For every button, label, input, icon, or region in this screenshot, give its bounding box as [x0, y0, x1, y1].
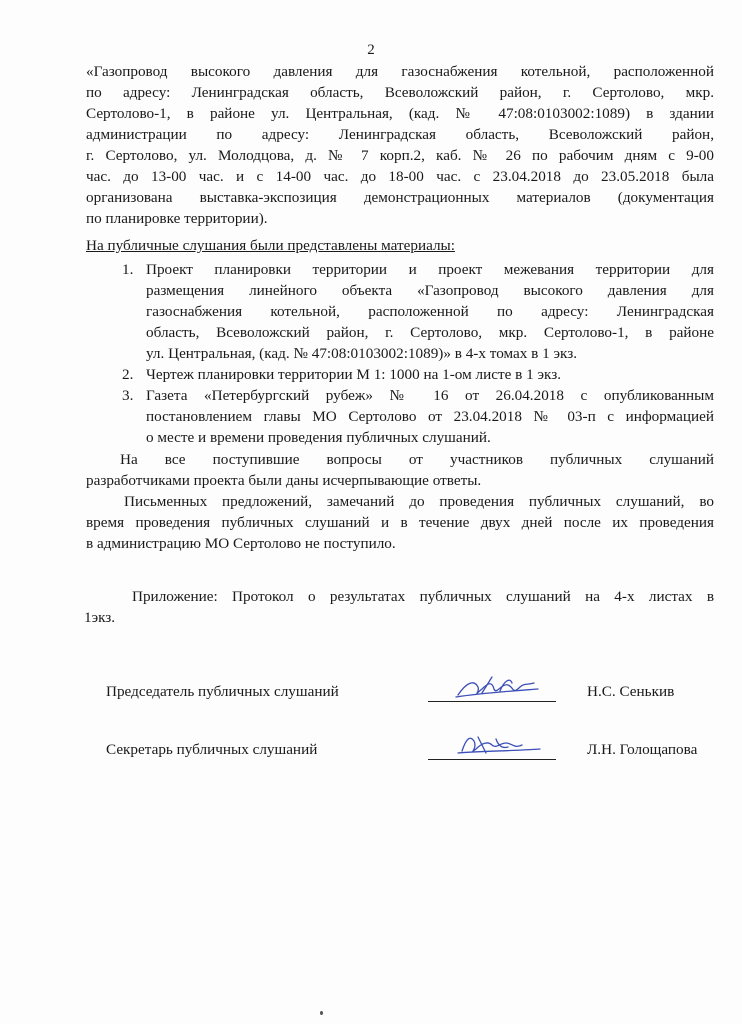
- signatory-name: Л.Н. Голощапова: [587, 741, 698, 758]
- list-item-line: Чертеж планировки территории М 1: 1000 на 1-ом листе в 1 экз.: [146, 366, 561, 383]
- proposals-line: в администрацию МО Сертолово не поступило.: [86, 535, 396, 552]
- materials-heading: На публичные слушания были представлены материалы:: [86, 237, 455, 254]
- page-number: 2: [367, 42, 375, 58]
- proposals-paragraph: [86, 491, 714, 554]
- answers-line: На все поступившие вопросы от участников публичных слушаний: [120, 451, 714, 468]
- signature-role: Секретарь публичных слушаний: [106, 741, 318, 758]
- attachment-line: Приложение: Протокол о результатах публичных слушаний на 4-х листах в: [132, 588, 714, 605]
- signature-role: Председатель публичных слушаний: [106, 683, 339, 700]
- attachment-line: 1экз.: [84, 609, 116, 626]
- intro-line: г. Сертолово, ул. Молодцова, д. № 7 корп.2, каб. № 26 по рабочим дням с 9-00: [86, 147, 714, 164]
- list-item-line: размещения линейного объекта «Газопровод высокого давления для: [146, 282, 714, 299]
- answers-line: разработчиками проекта были даны исчерпывающие ответы.: [86, 472, 482, 489]
- attachment-paragraph: [86, 586, 714, 628]
- list-item-line: газоснабжения котельной, расположенной по адресу: Ленинградская: [146, 303, 714, 320]
- handwritten-signature-icon: [452, 731, 542, 761]
- list-item-line: область, Всеволожский район, г. Сертолово, мкр. Сертолово-1, в районе: [146, 324, 714, 341]
- list-item-line: постановлением главы МО Сертолово от 23.04.2018 № 03-п с информацией: [146, 408, 714, 425]
- handwritten-signature-icon: [452, 673, 542, 703]
- materials-list: [86, 259, 714, 448]
- list-item-line: о месте и времени проведения публичных слушаний.: [146, 429, 491, 446]
- list-item-line: Газета «Петербургский рубеж» № 16 от 26.04.2018 с опубликованным: [146, 387, 714, 404]
- list-item-line: Проект планировки территории и проект межевания территории для: [146, 261, 714, 278]
- intro-line: администрации по адресу: Ленинградская область, Всеволожский район,: [86, 126, 714, 143]
- list-item: [86, 259, 714, 364]
- proposals-line: Письменных предложений, замечаний до проведения публичных слушаний, во: [124, 493, 714, 510]
- list-item-number: 3.: [122, 387, 134, 404]
- answers-paragraph: [86, 449, 714, 491]
- intro-line: час. до 13-00 час. и с 14-00 час. до 18-00 час. с 23.04.2018 до 23.05.2018 была: [86, 168, 714, 185]
- intro-line: организована выставка-экспозиция демонстрационных материалов (документация: [86, 189, 714, 206]
- list-item-number: 2.: [122, 366, 134, 383]
- list-item: [86, 385, 714, 448]
- intro-line: «Газопровод высокого давления для газоснабжения котельной, расположенной: [86, 63, 714, 80]
- scan-speck: [320, 1011, 323, 1015]
- signatory-name: Н.С. Сенькив: [587, 683, 675, 700]
- intro-line: по адресу: Ленинградская область, Всеволожский район, г. Сертолово, мкр.: [86, 84, 714, 101]
- list-item: [86, 364, 714, 385]
- intro-paragraph: [86, 61, 714, 229]
- intro-line: по планировке территории).: [86, 210, 268, 227]
- intro-line: Сертолово-1, в районе ул. Центральная, (кад. № 47:08:0103002:1089) в здании: [86, 105, 714, 122]
- proposals-line: время проведения публичных слушаний и в течение двух дней после их проведения: [86, 514, 714, 531]
- list-item-line: ул. Центральная, (кад. № 47:08:0103002:1089)» в 4-х томах в 1 экз.: [146, 345, 577, 362]
- list-item-number: 1.: [122, 261, 134, 278]
